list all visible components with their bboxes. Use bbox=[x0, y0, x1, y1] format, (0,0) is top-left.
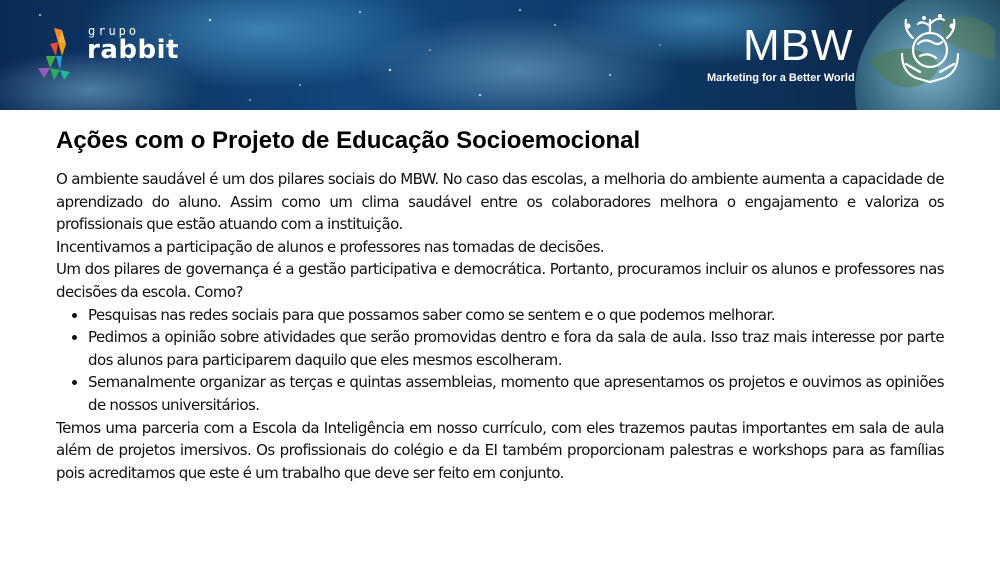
header-banner bbox=[0, 0, 1000, 110]
paragraph: Incentivamos a participação de alunos e professores nas tomadas de decisões. bbox=[56, 237, 605, 256]
closing-paragraph: Temos uma parceria com a Escola da Inteligência em nosso currículo, com eles trazemos pautas importantes em sala de aula além de projetos imersivos. Os profissionais do colégio e da EI também proporcionam palestras e workshops para as famílias pois acreditamos que este é um trabalho que deve ser feito em conjunto. bbox=[56, 418, 944, 482]
slide-title: Ações com o Projeto de Educação Socioemocional bbox=[56, 127, 641, 154]
mbw-logo-name: MBW bbox=[743, 21, 854, 70]
bullet-list bbox=[56, 304, 944, 417]
paragraph: Um dos pilares de governança é a gestão participativa e democrática. Portanto, procuramos incluir os alunos e professores nas decisões da escola. Como? bbox=[56, 260, 944, 301]
list-item: • Pedimos a opinião sobre atividades que serão promovidas dentro e fora da sala de aula. Isso traz mais interesse por parte dos alunos para participarem daquilo que eles mesmos escolheram. bbox=[88, 326, 944, 371]
rabbit-icon bbox=[36, 26, 80, 82]
slide-body bbox=[56, 168, 944, 484]
grupo-rabbit-logo bbox=[44, 24, 184, 84]
mbw-logo-tagline: Marketing for a Better World bbox=[707, 72, 855, 84]
rabbit-logo-name-text: rabbit bbox=[87, 35, 179, 65]
rabbit-logo-grupo-text: grupo bbox=[88, 24, 140, 38]
paragraph: O ambiente saudável é um dos pilares sociais do MBW. No caso das escolas, a melhoria do ambiente aumenta a capacidade de aprendizado do aluno. Assim como um clima saudável entre os colaboradores melhora o engajamento e valoriza os profissionais que estão atuando com a instituição. bbox=[56, 170, 944, 234]
list-item: • Semanalmente organizar as terças e quintas assembleias, momento que apresentamos os projetos e ouvimos as opiniões de nossos universitários. bbox=[88, 371, 944, 416]
mbw-logo bbox=[703, 22, 863, 90]
slide-content bbox=[56, 124, 944, 484]
list-item: • Pesquisas nas redes sociais para que possamos saber como se sentem e o que podemos melhorar. bbox=[88, 304, 944, 327]
earth-hands-icon bbox=[880, 4, 1000, 108]
